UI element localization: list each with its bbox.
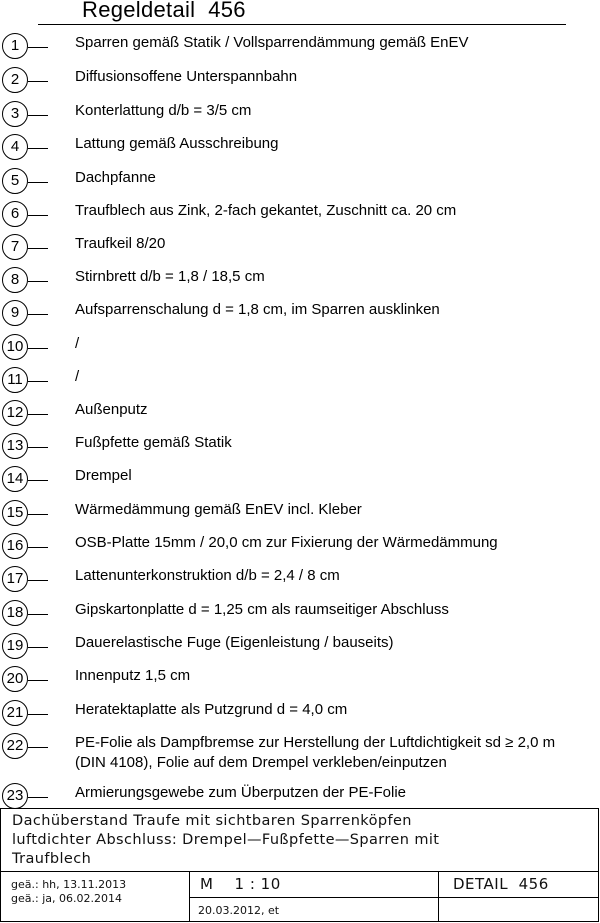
- legend-item: [0, 168, 600, 196]
- item-number-circle: 23: [2, 783, 28, 809]
- item-number-circle: 14: [2, 466, 28, 492]
- leader-line: [28, 680, 48, 681]
- item-text: Sparren gemäß Statik / Vollsparrendämmung gemäß EnEV: [75, 34, 469, 51]
- leader-line: [28, 647, 48, 648]
- leader-line: [28, 148, 48, 149]
- item-number-circle: 5: [2, 168, 28, 194]
- leader-line: [28, 81, 48, 82]
- item-number-circle: 21: [2, 700, 28, 726]
- item-text: /: [75, 335, 80, 352]
- item-text: /: [75, 368, 80, 385]
- item-number-circle: 4: [2, 134, 28, 160]
- changed-note-2: geä.: ja, 06.02.2014: [11, 892, 122, 905]
- item-text: Diffusionsoffene Unterspannbahn: [75, 68, 298, 85]
- item-number-circle: 10: [2, 334, 28, 360]
- item-text: Lattenunterkonstruktion d/b = 2,4 / 8 cm: [75, 567, 340, 584]
- legend-item: [0, 633, 600, 661]
- legend-item: [0, 101, 600, 129]
- title-block-divider: [189, 897, 598, 898]
- changed-note-1: geä.: hh, 13.11.2013: [11, 878, 127, 891]
- leader-line: [28, 797, 48, 798]
- created-date: 20.03.2012, et: [198, 904, 280, 917]
- legend-item: [0, 566, 600, 594]
- item-text: Gipskartonplatte d = 1,25 cm als raumseitiger Abschluss: [75, 601, 449, 618]
- item-text: Konterlattung d/b = 3/5 cm: [75, 102, 252, 119]
- item-text: Heratektaplatte als Putzgrund d = 4,0 cm: [75, 701, 348, 718]
- scale-label: M 1 : 10: [200, 875, 281, 893]
- leader-line: [28, 248, 48, 249]
- detail-number: DETAIL 456: [453, 875, 549, 893]
- item-text: Aufsparrenschalung d = 1,8 cm, im Sparren ausklinken: [75, 301, 440, 318]
- legend-item: [0, 666, 600, 694]
- item-number-circle: 18: [2, 600, 28, 626]
- item-text: Wärmedämmung gemäß EnEV incl. Kleber: [75, 501, 362, 518]
- leader-line: [28, 414, 48, 415]
- item-text: Stirnbrett d/b = 1,8 / 18,5 cm: [75, 268, 265, 285]
- legend-item: [0, 600, 600, 628]
- item-text: Lattung gemäß Ausschreibung: [75, 135, 279, 152]
- item-text: Außenputz: [75, 401, 148, 418]
- item-text: Traufblech aus Zink, 2-fach gekantet, Zuschnitt ca. 20 cm: [75, 202, 457, 219]
- legend-item: [0, 500, 600, 528]
- legend-item: [0, 134, 600, 162]
- legend-item: [0, 733, 600, 771]
- leader-line: [28, 314, 48, 315]
- leader-line: [28, 182, 48, 183]
- item-number-circle: 16: [2, 533, 28, 559]
- item-number-circle: 17: [2, 566, 28, 592]
- item-number-circle: 11: [2, 367, 28, 393]
- legend-item: [0, 201, 600, 229]
- legend-item: [0, 334, 600, 362]
- item-number-circle: 9: [2, 300, 28, 326]
- item-number-circle: 6: [2, 201, 28, 227]
- legend-item: [0, 400, 600, 428]
- leader-line: [28, 514, 48, 515]
- legend-item: [0, 267, 600, 295]
- item-number-circle: 3: [2, 101, 28, 127]
- item-number-circle: 22: [2, 733, 28, 759]
- item-number-circle: 7: [2, 234, 28, 260]
- item-number-circle: 13: [2, 433, 28, 459]
- item-text: Dachpfanne: [75, 169, 156, 186]
- legend-item: [0, 67, 600, 95]
- leader-line: [28, 447, 48, 448]
- item-number-circle: 1: [2, 33, 28, 59]
- item-text: Drempel: [75, 467, 132, 484]
- item-number-circle: 8: [2, 267, 28, 293]
- item-text: Traufkeil 8/20: [75, 235, 166, 252]
- leader-line: [28, 281, 48, 282]
- item-number-circle: 15: [2, 500, 28, 526]
- leader-line: [28, 348, 48, 349]
- page-title: Regeldetail 456: [82, 0, 246, 22]
- leader-line: [28, 614, 48, 615]
- leader-line: [28, 480, 48, 481]
- title-block: [0, 808, 599, 922]
- leader-line: [28, 714, 48, 715]
- leader-line: [28, 215, 48, 216]
- leader-line: [28, 580, 48, 581]
- title-block-divider: [1, 871, 598, 872]
- title-block-divider: [189, 871, 190, 922]
- item-text: Fußpfette gemäß Statik: [75, 434, 232, 451]
- title-underline: [38, 24, 566, 25]
- item-number-circle: 12: [2, 400, 28, 426]
- detail-description: Dachüberstand Traufe mit sichtbaren Sparrenköpfen luftdichter Abschluss: Drempel—Fußpfette—Sparren mit Traufblech: [12, 813, 440, 867]
- legend-item: [0, 466, 600, 494]
- item-number-circle: 20: [2, 666, 28, 692]
- item-text: Armierungsgewebe zum Überputzen der PE-Folie: [75, 784, 406, 801]
- leader-line: [28, 115, 48, 116]
- legend-item: [0, 783, 600, 811]
- legend-item: [0, 234, 600, 262]
- legend-item: [0, 533, 600, 561]
- item-text: PE-Folie als Dampfbremse zur Herstellung der Luftdichtigkeit sd ≥ 2,0 m (DIN 4108), Folie auf dem Drempel verkleben/einputzen: [75, 734, 556, 771]
- item-number-circle: 2: [2, 67, 28, 93]
- legend-item: [0, 33, 600, 61]
- item-text: Dauerelastische Fuge (Eigenleistung / bauseits): [75, 634, 394, 651]
- legend-item: [0, 300, 600, 328]
- legend-item: [0, 433, 600, 461]
- title-block-divider: [438, 871, 439, 922]
- leader-line: [28, 381, 48, 382]
- legend-item: [0, 700, 600, 728]
- leader-line: [28, 47, 48, 48]
- legend-item: [0, 367, 600, 395]
- item-text: Innenputz 1,5 cm: [75, 667, 191, 684]
- leader-line: [28, 747, 48, 748]
- item-number-circle: 19: [2, 633, 28, 659]
- item-text: OSB-Platte 15mm / 20,0 cm zur Fixierung der Wärmedämmung: [75, 534, 498, 551]
- leader-line: [28, 547, 48, 548]
